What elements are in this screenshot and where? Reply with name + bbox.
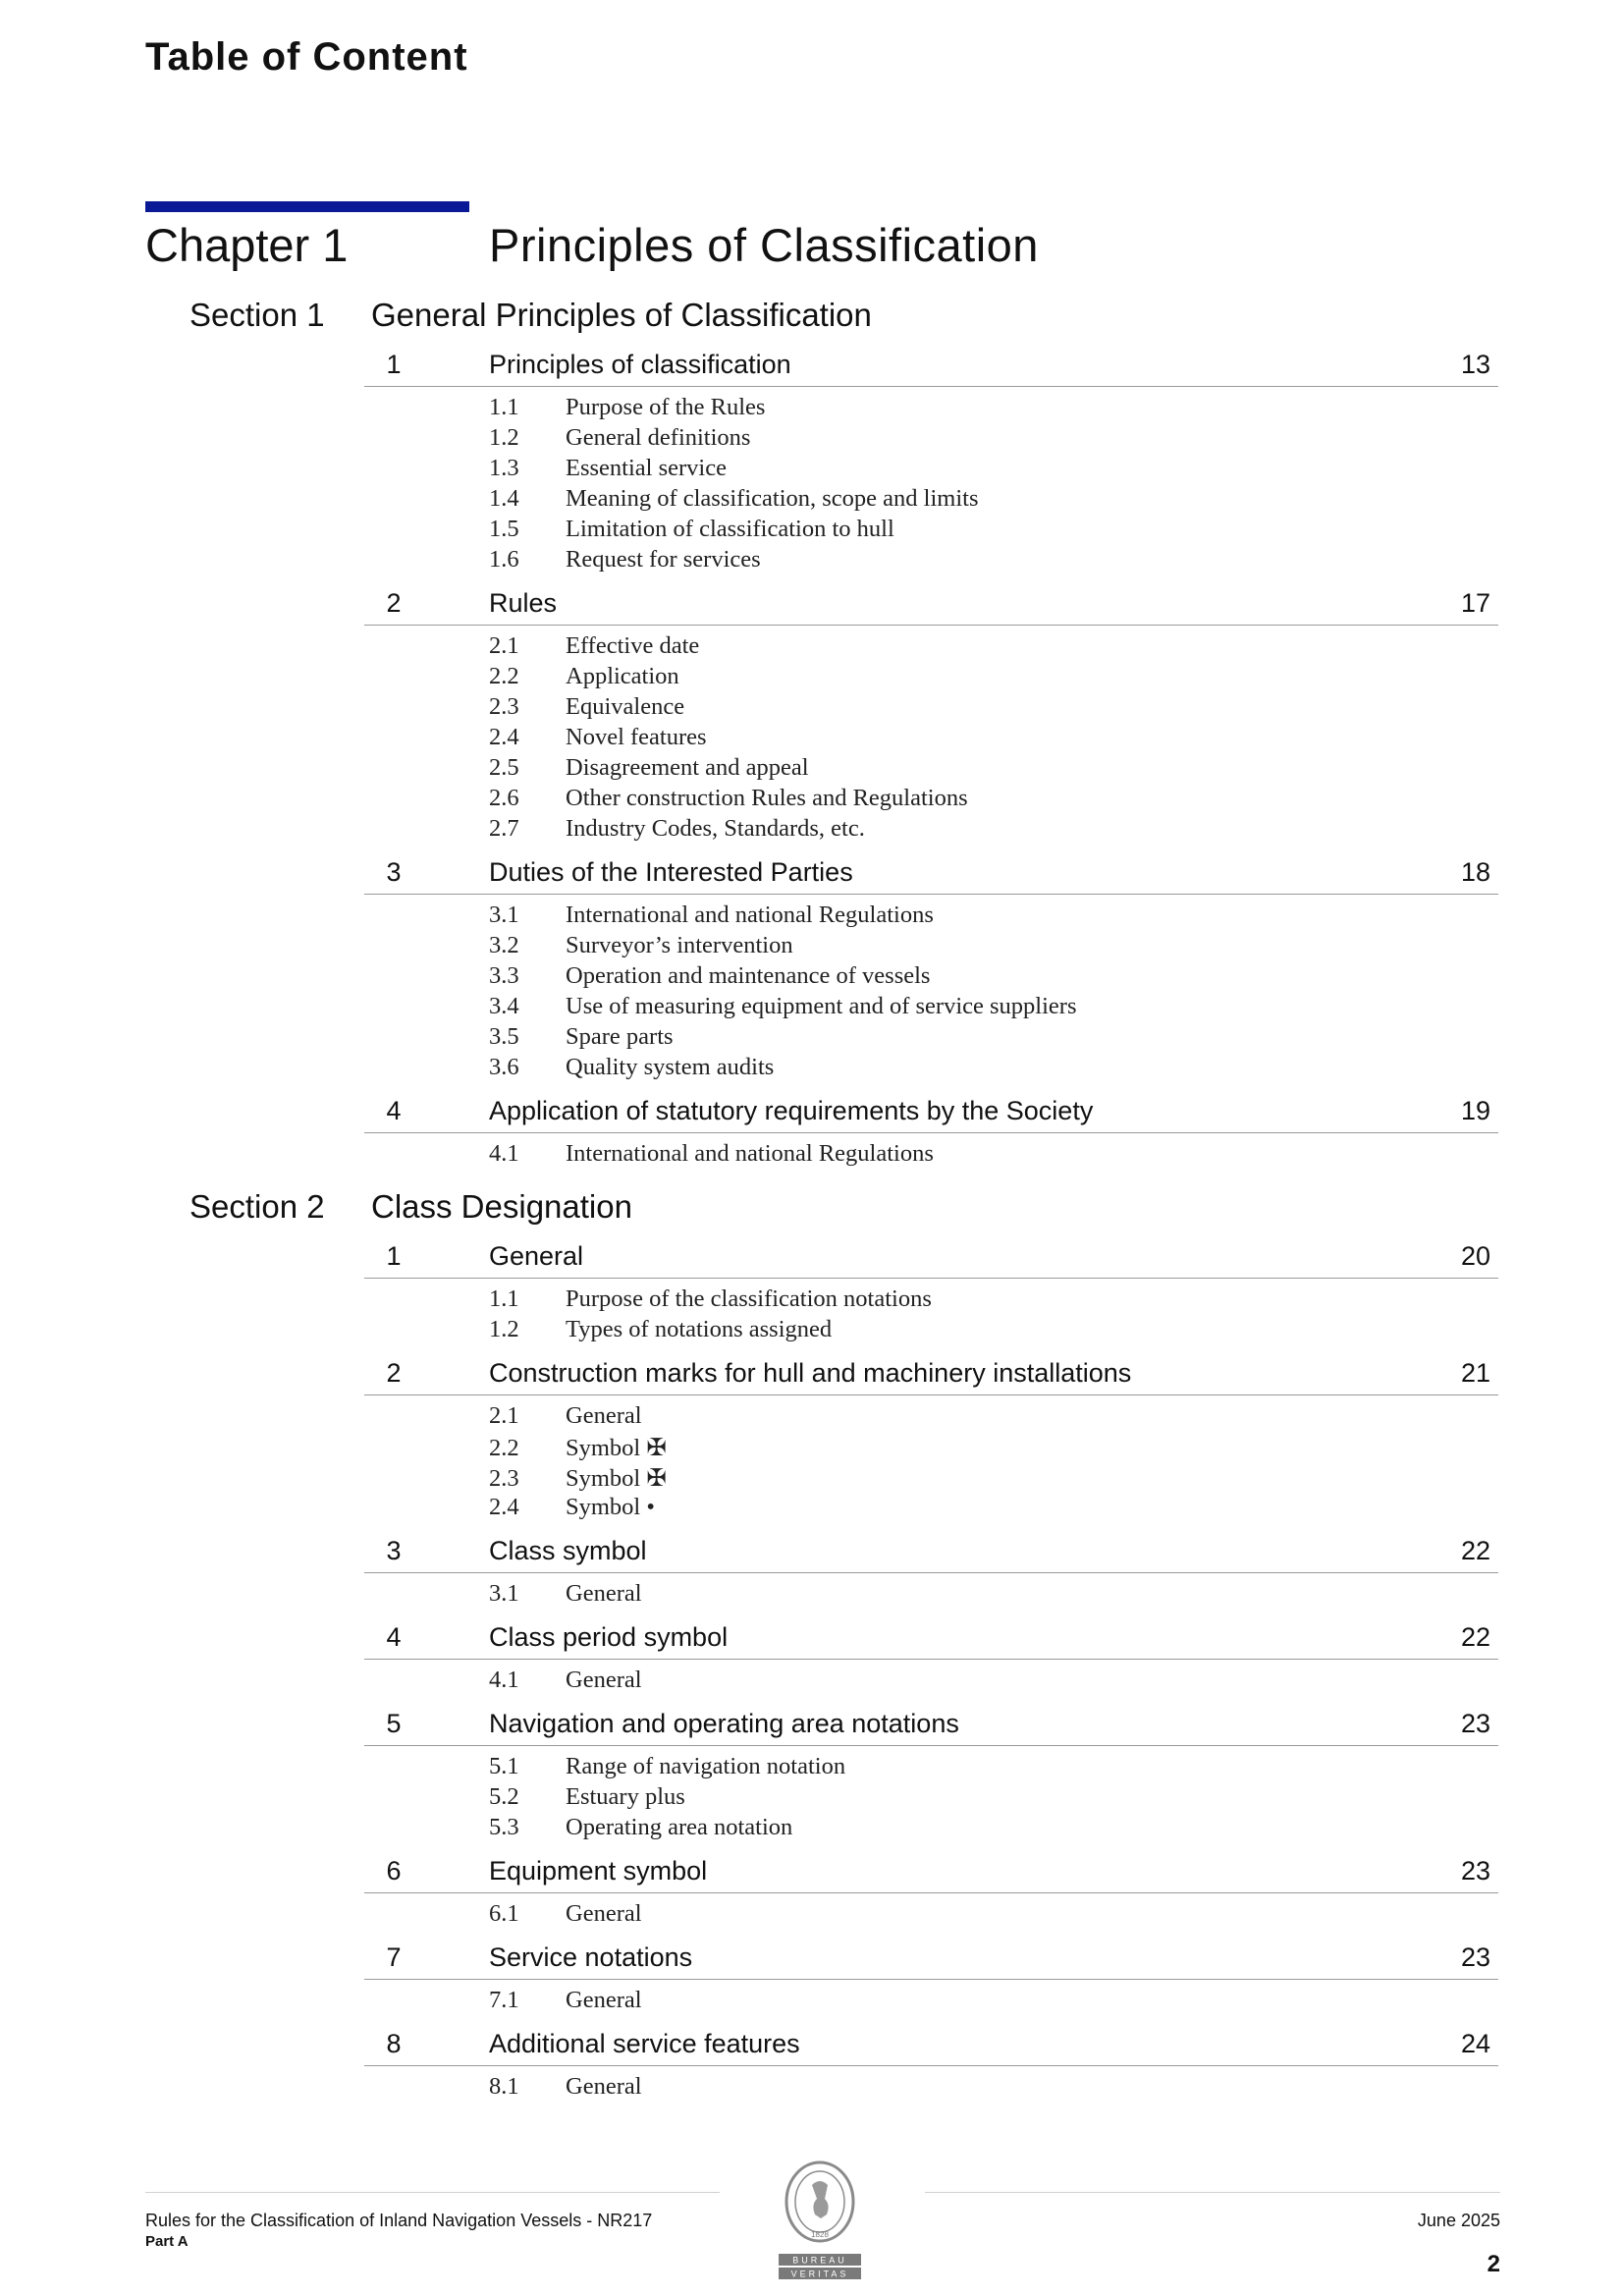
sub-article-number: 1.2 [489,1316,519,1342]
article-title: Navigation and operating area notations [489,1709,959,1738]
article-number: 3 [386,1536,402,1565]
sub-article-title: Operation and maintenance of vessels [566,962,931,989]
sub-article-title: Quality system audits [566,1054,775,1080]
list-item[interactable] [489,1580,1500,1611]
sub-article-title: International and national Regulations [566,902,934,928]
list-item[interactable] [489,1054,1500,1084]
list-item[interactable] [489,1783,1500,1814]
article-heading[interactable] [364,584,1498,626]
sub-article-title: Operating area notation [566,1814,793,1840]
list-item[interactable] [489,516,1500,546]
list-item[interactable] [489,1140,1500,1171]
sub-article-title: General [566,1900,642,1927]
sub-article-title: General definitions [566,424,751,451]
sub-article-title: Surveyor’s intervention [566,932,793,958]
sub-article-number: 2.3 [489,693,519,720]
article-number: 3 [386,857,402,887]
sub-article-number: 2.1 [489,1402,519,1429]
article-title: Equipment symbol [489,1856,708,1886]
footer-part: Part A [145,2233,189,2250]
list-item[interactable] [489,1987,1500,2017]
sub-article-title: Spare parts [566,1023,674,1050]
sub-article-title: General [566,1987,642,2013]
sub-article-list [489,1660,1500,1705]
list-item[interactable] [489,394,1500,424]
article-title: Duties of the Interested Parties [489,857,853,887]
article-page-number: 17 [1460,588,1490,618]
svg-text:1828: 1828 [811,2230,829,2239]
article-heading[interactable] [364,1852,1498,1893]
sub-article-title: Equivalence [566,693,685,720]
list-item[interactable] [489,993,1500,1023]
article-title: Construction marks for hull and machinery installations [489,1358,1132,1388]
svg-text:VERITAS: VERITAS [790,2269,849,2279]
sub-article-number: 3.2 [489,932,519,958]
sub-article-number: 5.1 [489,1753,519,1779]
toc-article [145,1092,1500,1178]
sub-article-number: 3.1 [489,902,519,928]
section-title: Class Designation [371,1188,632,1225]
list-item[interactable] [489,932,1500,962]
sub-article-number: 2.3 [489,1465,519,1492]
list-item[interactable] [489,1667,1500,1697]
list-item[interactable] [489,1402,1500,1433]
section-title: General Principles of Classification [371,297,872,333]
article-title: Class period symbol [489,1622,729,1652]
sub-article-title: Novel features [566,724,707,750]
bureau-veritas-logo-icon [771,2160,869,2283]
sub-article-title: International and national Regulations [566,1140,934,1167]
footer-divider-left [145,2192,720,2193]
sub-article-title: Effective date [566,632,700,659]
list-item[interactable] [489,1316,1500,1346]
sub-article-number: 1.4 [489,485,519,512]
sub-article-number: 2.7 [489,815,519,842]
page-heading: Table of Content [145,35,468,79]
article-number: 2 [386,1358,402,1388]
footer-date: June 2025 [1417,2211,1500,2230]
sub-article-title: Symbol • [566,1494,655,1520]
sub-article-number: 8.1 [489,2073,519,2100]
sub-article-number: 3.1 [489,1580,519,1607]
toc-article [145,1618,1500,1705]
sub-article-number: 5.3 [489,1814,519,1840]
toc-article [145,853,1500,1092]
list-item[interactable] [489,815,1500,846]
article-heading[interactable] [364,2025,1498,2066]
article-heading[interactable] [364,1939,1498,1980]
article-page-number: 13 [1460,350,1490,379]
sub-article-title: Estuary plus [566,1783,685,1810]
article-heading[interactable] [364,853,1498,895]
sub-article-number: 3.4 [489,993,519,1019]
article-page-number: 22 [1460,1622,1490,1652]
sub-article-title: General [566,1402,642,1429]
sub-article-number: 3.5 [489,1023,519,1050]
list-item[interactable] [489,785,1500,815]
article-title: Application of statutory requirements by the Society [489,1096,1094,1125]
article-page-number: 23 [1460,1942,1490,1972]
sub-article-title: Use of measuring equipment and of service suppliers [566,993,1077,1019]
article-number: 6 [386,1856,402,1886]
chapter-accent-bar [145,201,469,212]
list-item[interactable] [489,1494,1500,1524]
toc-section [145,1178,1500,2111]
list-item[interactable] [489,546,1500,576]
sub-article-list [489,1893,1500,1939]
list-item[interactable] [489,1285,1500,1316]
sub-article-number: 2.6 [489,785,519,811]
footer-divider-right [925,2192,1500,2193]
table-of-contents [145,287,1500,2111]
sub-article-title: Meaning of classification, scope and limits [566,485,979,512]
chapter-heading [145,218,1500,277]
article-title: Principles of classification [489,350,791,379]
sub-article-list [489,1573,1500,1618]
sub-article-number: 1.6 [489,546,519,573]
list-item[interactable] [489,724,1500,754]
article-title: Service notations [489,1942,693,1972]
sub-article-list [489,1395,1500,1532]
sub-article-title: General [566,1667,642,1693]
sub-article-number: 2.5 [489,754,519,781]
sub-article-list [489,2066,1500,2111]
sub-article-title: Symbol ✠ [566,1435,667,1461]
article-page-number: 23 [1460,1856,1490,1886]
sub-article-list [489,1980,1500,2025]
toc-article [145,1237,1500,1354]
sub-article-list [489,626,1500,853]
sub-article-number: 1.5 [489,516,519,542]
section-heading [145,287,1500,346]
toc-article [145,2025,1500,2111]
article-number: 2 [386,588,402,618]
toc-article [145,1354,1500,1532]
sub-article-number: 4.1 [489,1140,519,1167]
sub-article-number: 2.2 [489,1435,519,1461]
list-item[interactable] [489,1433,1500,1463]
article-page-number: 18 [1460,857,1490,887]
section-label: Section 2 [189,1188,325,1225]
article-number: 5 [386,1709,402,1738]
footer-document-title: Rules for the Classification of Inland Navigation Vessels - NR217 [145,2211,653,2230]
article-number: 1 [386,350,402,379]
list-item[interactable] [489,663,1500,693]
list-item[interactable] [489,1814,1500,1844]
article-heading[interactable] [364,346,1498,387]
article-title: Class symbol [489,1536,647,1565]
article-heading[interactable] [364,1237,1498,1279]
article-number: 4 [386,1096,402,1125]
toc-article [145,1939,1500,2025]
toc-article [145,1532,1500,1618]
list-item[interactable] [489,1753,1500,1783]
toc-article [145,346,1500,584]
section-label: Section 1 [189,297,325,333]
sub-article-title: Purpose of the classification notations [566,1285,932,1312]
list-item[interactable] [489,902,1500,932]
article-number: 1 [386,1241,402,1271]
sub-article-number: 2.4 [489,1494,519,1520]
toc-article [145,1852,1500,1939]
sub-article-number: 1.1 [489,394,519,420]
sub-article-number: 2.1 [489,632,519,659]
toc-article [145,584,1500,853]
sub-article-title: Symbol ✠ [566,1465,667,1492]
sub-article-list [489,895,1500,1092]
sub-article-list [489,387,1500,584]
sub-article-number: 7.1 [489,1987,519,2013]
list-item[interactable] [489,962,1500,993]
article-heading[interactable] [364,1354,1498,1395]
sub-article-number: 3.3 [489,962,519,989]
sub-article-title: Other construction Rules and Regulations [566,785,968,811]
sub-article-number: 5.2 [489,1783,519,1810]
list-item[interactable] [489,1023,1500,1054]
article-page-number: 20 [1460,1241,1490,1271]
sub-article-list [489,1279,1500,1354]
list-item[interactable] [489,2073,1500,2104]
sub-article-title: General [566,1580,642,1607]
sub-article-number: 1.2 [489,424,519,451]
article-page-number: 23 [1460,1709,1490,1738]
article-heading[interactable] [364,1532,1498,1573]
article-title: Rules [489,588,558,618]
article-heading[interactable] [364,1618,1498,1660]
list-item[interactable] [489,455,1500,485]
sub-article-number: 2.4 [489,724,519,750]
article-title: General [489,1241,584,1271]
sub-article-list [489,1133,1500,1178]
article-page-number: 24 [1460,2029,1490,2058]
footer-page-number: 2 [1487,2251,1500,2277]
list-item[interactable] [489,1900,1500,1931]
article-page-number: 21 [1460,1358,1490,1388]
sub-article-title: Disagreement and appeal [566,754,809,781]
sub-article-title: General [566,2073,642,2100]
sub-article-title: Limitation of classification to hull [566,516,894,542]
sub-article-title: Request for services [566,546,761,573]
sub-article-number: 6.1 [489,1900,519,1927]
sub-article-number: 2.2 [489,663,519,689]
list-item[interactable] [489,693,1500,724]
sub-article-title: Application [566,663,679,689]
article-page-number: 22 [1460,1536,1490,1565]
sub-article-number: 4.1 [489,1667,519,1693]
sub-article-title: Types of notations assigned [566,1316,833,1342]
article-number: 7 [386,1942,402,1972]
list-item[interactable] [489,424,1500,455]
article-heading[interactable] [364,1092,1498,1133]
article-title: Additional service features [489,2029,800,2058]
sub-article-number: 1.1 [489,1285,519,1312]
sub-article-title: Industry Codes, Standards, etc. [566,815,865,842]
chapter-title: Principles of Classification [489,219,1039,271]
list-item[interactable] [489,485,1500,516]
sub-article-title: Range of navigation notation [566,1753,846,1779]
article-number: 4 [386,1622,402,1652]
sub-article-title: Essential service [566,455,727,481]
sub-article-number: 1.3 [489,455,519,481]
sub-article-title: Purpose of the Rules [566,394,766,420]
chapter-label: Chapter 1 [145,219,349,271]
article-page-number: 19 [1460,1096,1490,1125]
svg-text:BUREAU: BUREAU [792,2255,847,2266]
list-item[interactable] [489,1463,1500,1494]
toc-section [145,287,1500,1178]
list-item[interactable] [489,754,1500,785]
sub-article-number: 3.6 [489,1054,519,1080]
list-item[interactable] [489,632,1500,663]
section-heading [145,1178,1500,1237]
article-heading[interactable] [364,1705,1498,1746]
sub-article-list [489,1746,1500,1852]
toc-article [145,1705,1500,1852]
article-number: 8 [386,2029,402,2058]
